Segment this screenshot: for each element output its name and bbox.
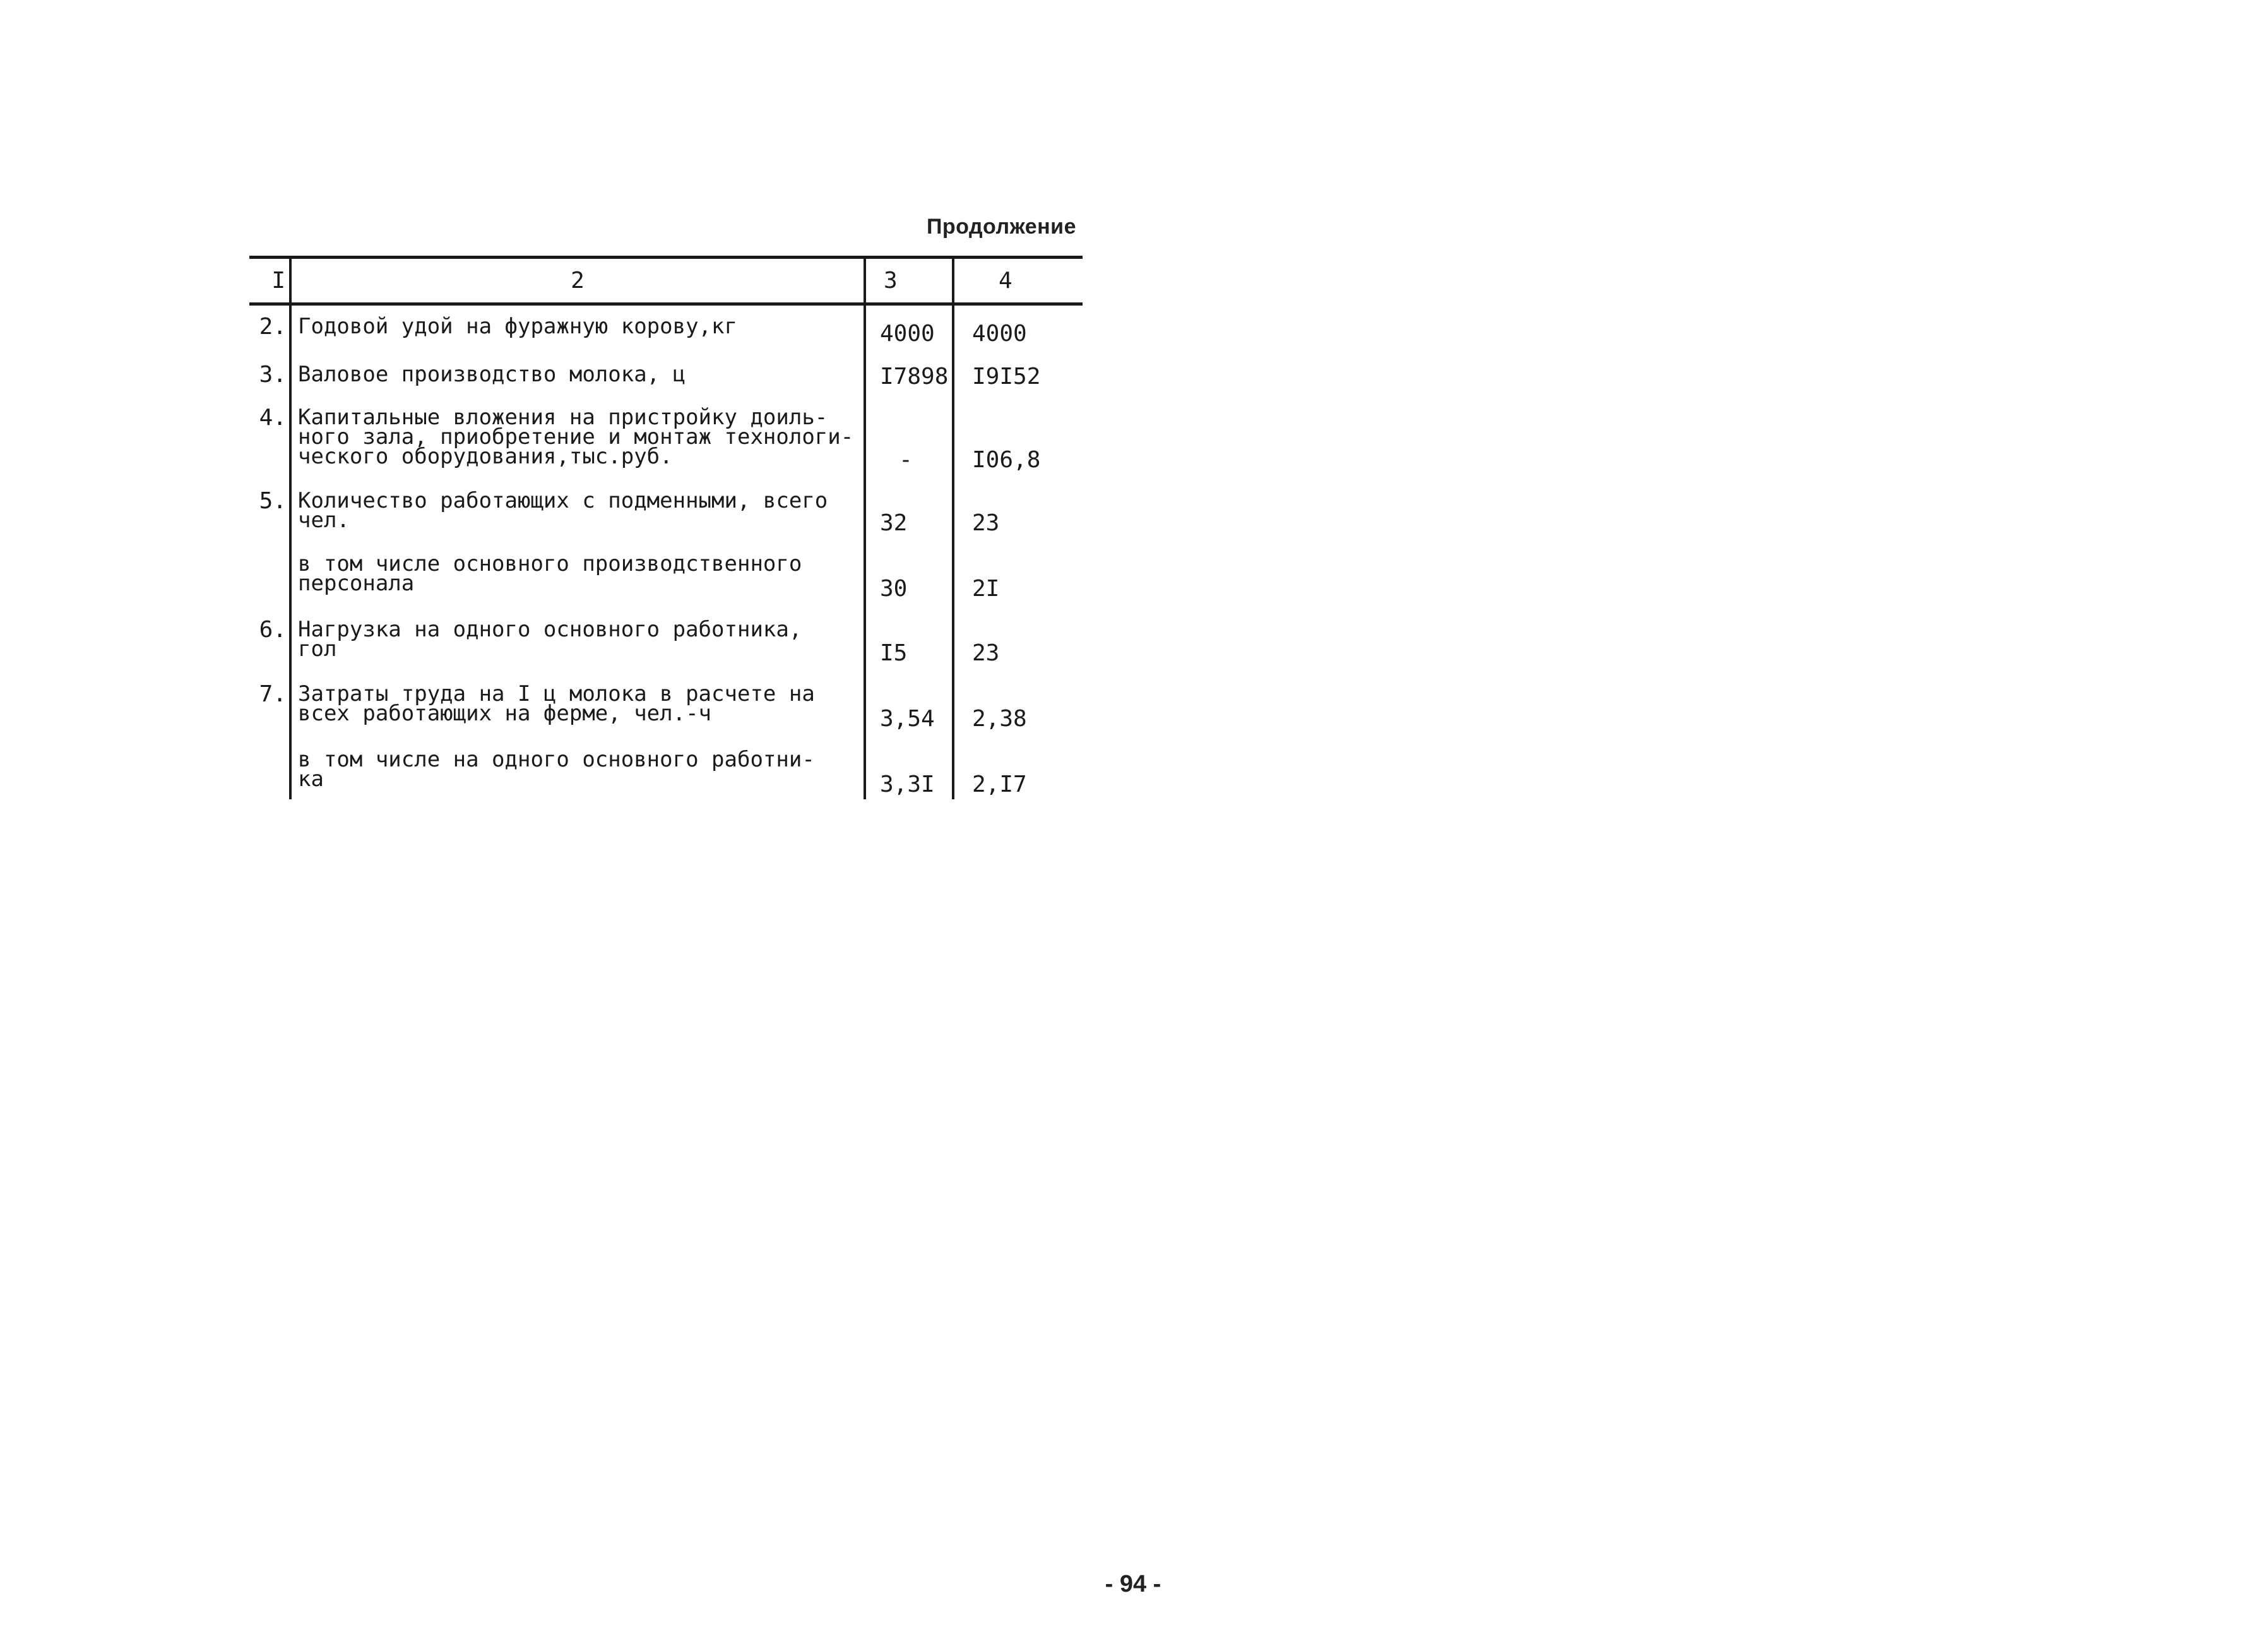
column-header-1: I bbox=[249, 258, 290, 304]
table-header-row bbox=[249, 258, 1083, 304]
data-table bbox=[249, 256, 1083, 799]
table-row bbox=[249, 475, 1083, 538]
column-header-4: 4 bbox=[953, 258, 1083, 304]
row-value-col3: I5 bbox=[865, 604, 953, 668]
table-row bbox=[249, 391, 1083, 475]
row-value-col3: 4000 bbox=[865, 304, 953, 349]
table-row bbox=[249, 604, 1083, 668]
row-description: Затраты труда на I ц молока в расчете на всех работающих на ферме, чел.-ч bbox=[290, 668, 865, 734]
row-description: Количество работающих с подменными, всего чел. bbox=[290, 475, 865, 538]
row-value-col4: 23 bbox=[972, 510, 1000, 536]
row-value-col3: - bbox=[865, 391, 953, 475]
row-value-col3: 32 bbox=[865, 475, 953, 538]
row-value-col4: 4000 bbox=[972, 320, 1027, 347]
table-row bbox=[249, 538, 1083, 604]
row-number: 3. bbox=[249, 349, 290, 391]
row-value-col3: I7898 bbox=[865, 349, 953, 391]
row-value-col4: 23 bbox=[972, 640, 1000, 666]
column-header-2: 2 bbox=[290, 258, 865, 304]
page-number: - 94 - bbox=[1105, 1571, 1161, 1597]
row-description: в том числе на одного основного работни- ка bbox=[290, 734, 865, 799]
row-number bbox=[249, 538, 290, 604]
table-row bbox=[249, 668, 1083, 734]
row-number: 2. bbox=[249, 304, 290, 349]
table-row bbox=[249, 304, 1083, 349]
row-value-col4: 2,I7 bbox=[972, 771, 1027, 797]
row-value-col4: I9I52 bbox=[972, 363, 1041, 390]
row-number: 5. bbox=[249, 475, 290, 538]
row-description: в том числе основного производственного персонала bbox=[290, 538, 865, 604]
row-description: Годовой удой на фуражную корову,кг bbox=[290, 304, 865, 349]
row-description: Нагрузка на одного основного работника, гол bbox=[290, 604, 865, 668]
row-value-col3: 3,3I bbox=[865, 734, 953, 799]
column-header-3: 3 bbox=[865, 258, 953, 304]
row-value-col4: 2I bbox=[972, 575, 1000, 602]
row-number: 7. bbox=[249, 668, 290, 734]
row-value-col3: 30 bbox=[865, 538, 953, 604]
table-row bbox=[249, 349, 1083, 391]
row-value-col4: 2,38 bbox=[972, 705, 1027, 732]
row-value-col4: I06,8 bbox=[972, 446, 1041, 473]
continuation-label: Продолжение bbox=[926, 215, 1076, 239]
row-value-col3: 3,54 bbox=[865, 668, 953, 734]
row-number bbox=[249, 734, 290, 799]
row-description: Капитальные вложения на пристройку доиль- ного зала, приобретение и монтаж технологи- ческого оборудования,тыс.руб. bbox=[290, 391, 865, 475]
row-number: 4. bbox=[249, 391, 290, 475]
row-number: 6. bbox=[249, 604, 290, 668]
row-description: Валовое производство молока, ц bbox=[290, 349, 865, 391]
table-row bbox=[249, 734, 1083, 799]
